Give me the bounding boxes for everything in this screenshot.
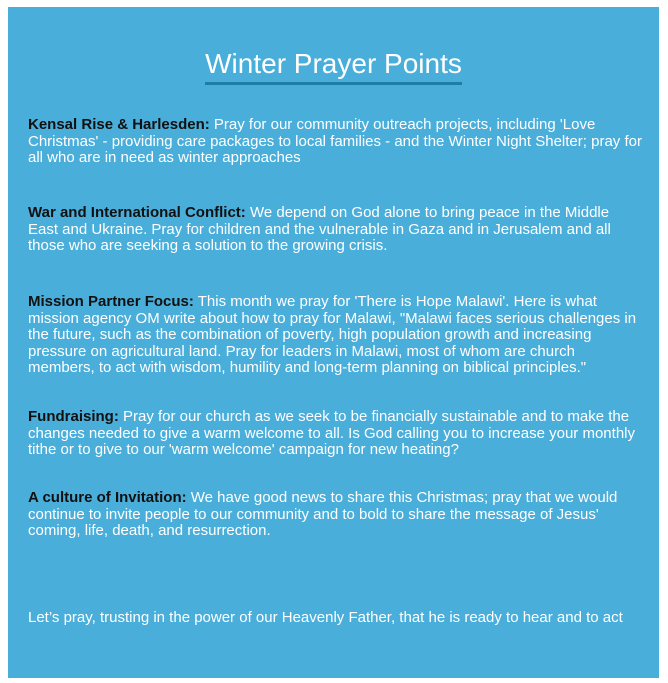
prayer-point-heading: A culture of Invitation: bbox=[28, 489, 187, 506]
closing-prayer bbox=[28, 610, 642, 627]
prayer-points-panel bbox=[8, 7, 659, 678]
prayer-point-text: This month we pray for 'There is Hope Malawi'. Here is what mission agency OM write about how to pray for Malawi, "Malawi faces serious challenges in the future, such as the combination of poverty, high population growth and increasing pressure on agricultural land. Pray for leaders in Malawi, most of whom are church members, to act with wisdom, humility and long-term planning on biblical principles." bbox=[28, 293, 637, 376]
prayer-point-heading: Mission Partner Focus: bbox=[28, 293, 194, 310]
prayer-point-mission-partner bbox=[28, 294, 642, 377]
prayer-point-text: We have good news to share this Christmas; pray that we would continue to invite people to our community and to bold to share the message of Jesus' coming, life, death, and resurrection. bbox=[28, 489, 618, 539]
prayer-point-war-conflict bbox=[28, 205, 642, 255]
closing-prayer-text: Let’s pray, trusting in the power of our Heavenly Father, that he is ready to hear and to act bbox=[28, 609, 623, 626]
page-title-text: Winter Prayer Points bbox=[205, 47, 462, 85]
prayer-point-heading: Kensal Rise & Harlesden: bbox=[28, 116, 210, 133]
prayer-point-heading: War and International Conflict: bbox=[28, 204, 246, 221]
prayer-point-heading: Fundraising: bbox=[28, 408, 119, 425]
prayer-point-fundraising bbox=[28, 409, 642, 459]
prayer-point-text: Pray for our church as we seek to be financially sustainable and to make the changes needed to give a warm welcome to all. Is God calling you to increase your monthly tithe or to give to our 'warm welcome' campaign for new heating? bbox=[28, 408, 635, 458]
prayer-point-kensal-rise bbox=[28, 117, 642, 167]
prayer-point-text: We depend on God alone to bring peace in the Middle East and Ukraine. Pray for children and the vulnerable in Gaza and in Jerusalem and all those who are seeking a solution to the growing crisis. bbox=[28, 204, 611, 254]
page-title bbox=[8, 47, 659, 85]
prayer-point-text: Pray for our community outreach projects, including 'Love Christmas' - providing care packages to local families - and the Winter Night Shelter; pray for all who are in need as winter approaches bbox=[28, 116, 642, 166]
prayer-point-invitation bbox=[28, 490, 642, 540]
